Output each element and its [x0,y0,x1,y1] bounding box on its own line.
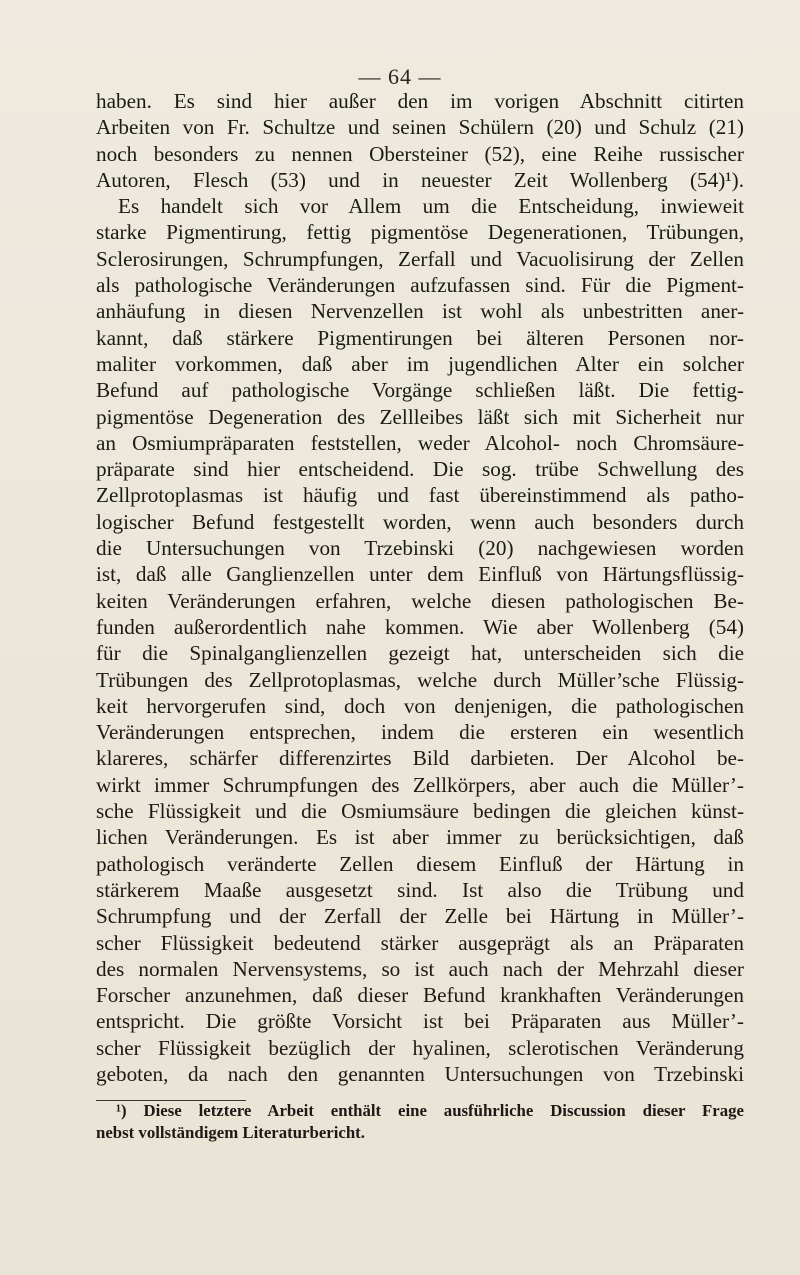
text-line: wirkt immer Schrumpfungen des Zellkörpers, aber auch die Müller’- [96,772,744,797]
text-line: maliter vorkommen, daß aber im jugendlichen Alter ein solcher [96,351,744,376]
text-line: die Untersuchungen von Trzebinski (20) nachgewiesen worden [96,536,744,561]
text-line: logischer Befund festgestellt worden, wenn auch besonders durch [96,509,744,534]
text-line: sche Flüssigkeit und die Osmiumsäure bedingen die gleichen künst- [96,799,744,824]
text-line: Schrumpfung und der Zerfall der Zelle bei Härtung in Müller’- [96,904,744,929]
body-text [96,88,744,1087]
text-line: Es handelt sich vor Allem um die Entscheidung, inwieweit [118,194,744,219]
text-line: haben. Es sind hier außer den im vorigen Abschnitt citirten [96,89,744,113]
text-line: als pathologische Veränderungen aufzufassen sind. Für die Pigment- [96,273,744,298]
text-line: Autoren, Flesch (53) und in neuester Zeit Wollenberg (54)¹). [96,167,744,192]
text-line: anhäufung in diesen Nervenzellen ist wohl als unbestritten aner- [96,299,744,324]
text-line: starke Pigmentirung, fettig pigmentöse Degenerationen, Trübungen, [96,220,744,245]
text-line: Forscher anzunehmen, daß dieser Befund krankhaften Veränderungen [96,983,744,1008]
text-line: funden außerordentlich nahe kommen. Wie aber Wollenberg (54) [96,614,744,639]
page-number: — 64 — [358,64,442,89]
text-line: scher Flüssigkeit bezüglich der hyalinen, sclerotischen Veränderung [96,1035,744,1060]
text-line: präparate sind hier entscheidend. Die sog. trübe Schwellung des [96,457,744,482]
text-line: Sclerosirungen, Schrumpfungen, Zerfall und Vacuolisirung der Zellen [96,246,744,271]
text-line: lichen Veränderungen. Es ist aber immer zu berücksichtigen, daß [96,825,744,850]
text-line: scher Flüssigkeit bedeutend stärker ausgeprägt als an Präparaten [96,930,744,955]
text-line: pigmentöse Degeneration des Zellleibes läßt sich mit Sicherheit nur [96,404,744,429]
text-line: klareres, schärfer differenzirtes Bild darbieten. Der Alcohol be- [96,746,744,771]
text-line: ist, daß alle Ganglienzellen unter dem Einfluß von Härtungsflüssig- [96,562,744,587]
text-line: pathologisch veränderte Zellen diesem Einfluß der Härtung in [96,851,744,876]
text-line: für die Spinalganglienzellen gezeigt hat, unterscheiden sich die [96,641,744,666]
text-line: Zellprotoplasmas ist häufig und fast übereinstimmend als patho- [96,483,744,508]
text-line: kannt, daß stärkere Pigmentirungen bei älteren Personen nor- [96,325,744,350]
text-line: des normalen Nervensystems, so ist auch nach der Mehrzahl dieser [96,956,744,981]
text-line: keit hervorgerufen sind, doch von denjenigen, die pathologischen [96,693,744,718]
footnote-line: nebst vollständigem Literaturbericht. [96,1123,365,1142]
text-line: an Osmiumpräparaten feststellen, weder Alcohol- noch Chromsäure- [96,430,744,455]
text-line: entspricht. Die größte Vorsicht ist bei Präparaten aus Müller’- [96,1009,744,1034]
text-line: keiten Veränderungen erfahren, welche diesen pathologischen Be- [96,588,744,613]
text-line: stärkerem Maaße ausgesetzt sind. Ist also die Trübung und [96,877,744,902]
footnote [96,1100,744,1144]
text-line: geboten, da nach den genannten Untersuchungen von Trzebinski [96,1061,744,1086]
text-line: noch besonders zu nennen Obersteiner (52), eine Reihe russischer [96,141,744,166]
text-line: Befund auf pathologische Vorgänge schließen läßt. Die fettig- [96,378,744,403]
text-line: Arbeiten von Fr. Schultze und seinen Schülern (20) und Schulz (21) [96,115,744,140]
text-line: Veränderungen entsprechen, indem die ersteren ein wesentlich [96,720,744,745]
text-line: Trübungen des Zellprotoplasmas, welche durch Müller’sche Flüssig- [96,667,744,692]
footnote-line: ¹) Diese letztere Arbeit enthält eine ausführliche Discussion dieser Frage [116,1101,744,1120]
